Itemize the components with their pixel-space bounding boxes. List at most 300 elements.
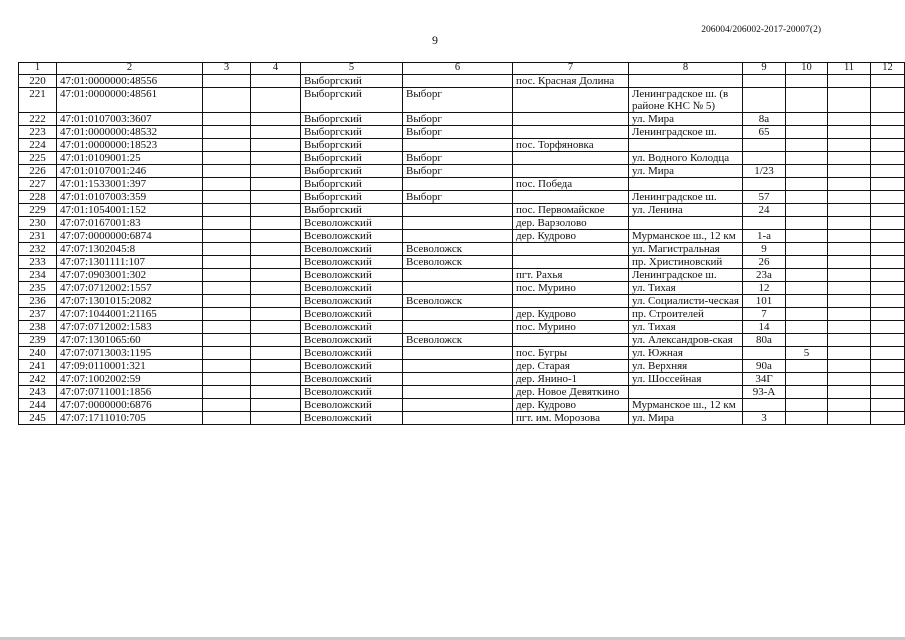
column-header: 5 bbox=[301, 63, 403, 75]
settlement-cell: пос. Бугры bbox=[513, 347, 629, 360]
column-12-cell bbox=[871, 334, 905, 347]
street-cell: ул. Социалисти-ческая bbox=[629, 295, 743, 308]
city-cell: Всеволожск bbox=[403, 334, 513, 347]
column-3-cell bbox=[203, 412, 251, 425]
house-number-cell: 12 bbox=[743, 282, 786, 295]
column-11-cell bbox=[828, 88, 871, 113]
district-cell: Всеволожский bbox=[301, 256, 403, 269]
column-12-cell bbox=[871, 256, 905, 269]
city-cell: Всеволожск bbox=[403, 256, 513, 269]
settlement-cell bbox=[513, 165, 629, 178]
column-10-cell bbox=[786, 152, 828, 165]
city-cell bbox=[403, 373, 513, 386]
district-cell: Всеволожский bbox=[301, 243, 403, 256]
table-row bbox=[19, 373, 905, 386]
column-3-cell bbox=[203, 308, 251, 321]
settlement-cell bbox=[513, 113, 629, 126]
column-11-cell bbox=[828, 165, 871, 178]
table-row bbox=[19, 165, 905, 178]
city-cell: Выборг bbox=[403, 152, 513, 165]
column-12-cell bbox=[871, 412, 905, 425]
row-number-cell: 238 bbox=[19, 321, 57, 334]
house-number-cell: 1/23 bbox=[743, 165, 786, 178]
column-4-cell bbox=[251, 399, 301, 412]
settlement-cell: пос. Первомайское bbox=[513, 204, 629, 217]
row-number-cell: 220 bbox=[19, 75, 57, 88]
column-4-cell bbox=[251, 334, 301, 347]
row-number-cell: 235 bbox=[19, 282, 57, 295]
cadastral-number-cell: 47:09:0110001:321 bbox=[57, 360, 203, 373]
street-cell: ул. Александров-ская bbox=[629, 334, 743, 347]
row-number-cell: 222 bbox=[19, 113, 57, 126]
district-cell: Всеволожский bbox=[301, 308, 403, 321]
city-cell: Выборг bbox=[403, 88, 513, 113]
house-number-cell: 93-А bbox=[743, 386, 786, 399]
cadastral-number-cell: 47:07:0903001:302 bbox=[57, 269, 203, 282]
house-number-cell: 26 bbox=[743, 256, 786, 269]
column-3-cell bbox=[203, 243, 251, 256]
column-10-cell bbox=[786, 75, 828, 88]
street-cell: ул. Южная bbox=[629, 347, 743, 360]
column-3-cell bbox=[203, 347, 251, 360]
district-cell: Выборгский bbox=[301, 139, 403, 152]
house-number-cell: 65 bbox=[743, 126, 786, 139]
table-row bbox=[19, 191, 905, 204]
column-3-cell bbox=[203, 321, 251, 334]
column-11-cell bbox=[828, 360, 871, 373]
column-11-cell bbox=[828, 399, 871, 412]
cadastral-number-cell: 47:07:1002002:59 bbox=[57, 373, 203, 386]
street-cell: Ленинградское ш. (в районе КНС № 5) bbox=[629, 88, 743, 113]
row-number-cell: 224 bbox=[19, 139, 57, 152]
page-number: 9 bbox=[432, 33, 438, 47]
city-cell bbox=[403, 282, 513, 295]
cadastral-number-cell: 47:07:1711010:705 bbox=[57, 412, 203, 425]
column-11-cell bbox=[828, 191, 871, 204]
column-11-cell bbox=[828, 178, 871, 191]
cadastral-number-cell: 47:07:0000000:6876 bbox=[57, 399, 203, 412]
column-header: 1 bbox=[19, 63, 57, 75]
column-header: 6 bbox=[403, 63, 513, 75]
column-10-cell bbox=[786, 217, 828, 230]
row-number-cell: 237 bbox=[19, 308, 57, 321]
cadastral-number-cell: 47:07:1301015:2082 bbox=[57, 295, 203, 308]
column-header: 2 bbox=[57, 63, 203, 75]
column-11-cell bbox=[828, 269, 871, 282]
column-10-cell bbox=[786, 88, 828, 113]
house-number-cell: 14 bbox=[743, 321, 786, 334]
column-4-cell bbox=[251, 321, 301, 334]
column-12-cell bbox=[871, 165, 905, 178]
city-cell: Выборг bbox=[403, 165, 513, 178]
column-4-cell bbox=[251, 308, 301, 321]
house-number-cell: 80а bbox=[743, 334, 786, 347]
cadastral-number-cell: 47:01:0107003:3607 bbox=[57, 113, 203, 126]
column-12-cell bbox=[871, 386, 905, 399]
settlement-cell: пос. Мурино bbox=[513, 321, 629, 334]
table-row bbox=[19, 152, 905, 165]
cadastral-number-cell: 47:07:1044001:21165 bbox=[57, 308, 203, 321]
street-cell: ул. Мира bbox=[629, 165, 743, 178]
column-10-cell: 5 bbox=[786, 347, 828, 360]
column-10-cell bbox=[786, 295, 828, 308]
column-10-cell bbox=[786, 243, 828, 256]
column-11-cell bbox=[828, 230, 871, 243]
column-header: 11 bbox=[828, 63, 871, 75]
cadastral-number-cell: 47:07:0711001:1856 bbox=[57, 386, 203, 399]
house-number-cell: 8а bbox=[743, 113, 786, 126]
table-row bbox=[19, 204, 905, 217]
house-number-cell: 23а bbox=[743, 269, 786, 282]
column-11-cell bbox=[828, 113, 871, 126]
cadastral-number-cell: 47:01:0000000:48561 bbox=[57, 88, 203, 113]
column-12-cell bbox=[871, 217, 905, 230]
street-cell bbox=[629, 139, 743, 152]
cadastral-number-cell: 47:07:0713003:1195 bbox=[57, 347, 203, 360]
column-12-cell bbox=[871, 295, 905, 308]
district-cell: Выборгский bbox=[301, 75, 403, 88]
city-cell bbox=[403, 139, 513, 152]
street-cell: Мурманское ш., 12 км bbox=[629, 399, 743, 412]
city-cell bbox=[403, 230, 513, 243]
column-10-cell bbox=[786, 282, 828, 295]
table-row bbox=[19, 360, 905, 373]
row-number-cell: 233 bbox=[19, 256, 57, 269]
row-number-cell: 231 bbox=[19, 230, 57, 243]
city-cell: Выборг bbox=[403, 191, 513, 204]
column-3-cell bbox=[203, 152, 251, 165]
district-cell: Всеволожский bbox=[301, 386, 403, 399]
city-cell bbox=[403, 308, 513, 321]
column-10-cell bbox=[786, 373, 828, 386]
row-number-cell: 223 bbox=[19, 126, 57, 139]
row-number-cell: 241 bbox=[19, 360, 57, 373]
column-11-cell bbox=[828, 321, 871, 334]
row-number-cell: 227 bbox=[19, 178, 57, 191]
table-row bbox=[19, 139, 905, 152]
column-10-cell bbox=[786, 308, 828, 321]
column-10-cell bbox=[786, 256, 828, 269]
table-row bbox=[19, 269, 905, 282]
settlement-cell: дер. Янино-1 bbox=[513, 373, 629, 386]
cadastral-number-cell: 47:07:1301111:107 bbox=[57, 256, 203, 269]
district-cell: Выборгский bbox=[301, 113, 403, 126]
column-3-cell bbox=[203, 75, 251, 88]
city-cell bbox=[403, 360, 513, 373]
column-10-cell bbox=[786, 126, 828, 139]
column-4-cell bbox=[251, 347, 301, 360]
column-3-cell bbox=[203, 373, 251, 386]
settlement-cell: пос. Торфяновка bbox=[513, 139, 629, 152]
column-4-cell bbox=[251, 282, 301, 295]
district-cell: Всеволожский bbox=[301, 321, 403, 334]
district-cell: Всеволожский bbox=[301, 373, 403, 386]
settlement-cell: пос. Победа bbox=[513, 178, 629, 191]
district-cell: Выборгский bbox=[301, 178, 403, 191]
table-row bbox=[19, 347, 905, 360]
district-cell: Выборгский bbox=[301, 152, 403, 165]
settlement-cell: пос. Красная Долина bbox=[513, 75, 629, 88]
city-cell bbox=[403, 321, 513, 334]
column-3-cell bbox=[203, 204, 251, 217]
column-4-cell bbox=[251, 230, 301, 243]
house-number-cell bbox=[743, 217, 786, 230]
column-10-cell bbox=[786, 386, 828, 399]
column-header: 8 bbox=[629, 63, 743, 75]
settlement-cell bbox=[513, 256, 629, 269]
table-row bbox=[19, 308, 905, 321]
column-12-cell bbox=[871, 230, 905, 243]
column-11-cell bbox=[828, 412, 871, 425]
cadastral-number-cell: 47:07:0000000:6874 bbox=[57, 230, 203, 243]
column-4-cell bbox=[251, 217, 301, 230]
column-4-cell bbox=[251, 269, 301, 282]
settlement-cell: дер. Варзолово bbox=[513, 217, 629, 230]
house-number-cell bbox=[743, 152, 786, 165]
column-11-cell bbox=[828, 295, 871, 308]
house-number-cell: 1-а bbox=[743, 230, 786, 243]
column-10-cell bbox=[786, 113, 828, 126]
house-number-cell bbox=[743, 88, 786, 113]
column-3-cell bbox=[203, 178, 251, 191]
house-number-cell: 90а bbox=[743, 360, 786, 373]
house-number-cell bbox=[743, 399, 786, 412]
row-number-cell: 243 bbox=[19, 386, 57, 399]
column-12-cell bbox=[871, 373, 905, 386]
settlement-cell bbox=[513, 334, 629, 347]
column-4-cell bbox=[251, 191, 301, 204]
table-row bbox=[19, 75, 905, 88]
settlement-cell: дер. Кудрово bbox=[513, 399, 629, 412]
house-number-cell: 3 bbox=[743, 412, 786, 425]
city-cell bbox=[403, 269, 513, 282]
column-11-cell bbox=[828, 347, 871, 360]
column-3-cell bbox=[203, 191, 251, 204]
city-cell: Выборг bbox=[403, 126, 513, 139]
column-4-cell bbox=[251, 139, 301, 152]
street-cell: ул. Тихая bbox=[629, 321, 743, 334]
column-10-cell bbox=[786, 204, 828, 217]
district-cell: Всеволожский bbox=[301, 269, 403, 282]
table-row bbox=[19, 126, 905, 139]
row-number-cell: 226 bbox=[19, 165, 57, 178]
cadastral-number-cell: 47:01:1533001:397 bbox=[57, 178, 203, 191]
column-12-cell bbox=[871, 139, 905, 152]
city-cell bbox=[403, 399, 513, 412]
settlement-cell bbox=[513, 88, 629, 113]
column-10-cell bbox=[786, 191, 828, 204]
column-12-cell bbox=[871, 360, 905, 373]
column-10-cell bbox=[786, 165, 828, 178]
street-cell: Ленинградское ш. bbox=[629, 269, 743, 282]
column-3-cell bbox=[203, 334, 251, 347]
column-4-cell bbox=[251, 386, 301, 399]
column-header: 4 bbox=[251, 63, 301, 75]
column-10-cell bbox=[786, 321, 828, 334]
table-row bbox=[19, 386, 905, 399]
column-12-cell bbox=[871, 178, 905, 191]
column-3-cell bbox=[203, 360, 251, 373]
cadastral-number-cell: 47:01:0107001:246 bbox=[57, 165, 203, 178]
city-cell: Всеволожск bbox=[403, 295, 513, 308]
column-12-cell bbox=[871, 347, 905, 360]
city-cell bbox=[403, 204, 513, 217]
row-number-cell: 234 bbox=[19, 269, 57, 282]
column-header: 9 bbox=[743, 63, 786, 75]
column-4-cell bbox=[251, 75, 301, 88]
settlement-cell: дер. Старая bbox=[513, 360, 629, 373]
district-cell: Всеволожский bbox=[301, 399, 403, 412]
district-cell: Выборгский bbox=[301, 191, 403, 204]
cadastral-number-cell: 47:01:0107003:359 bbox=[57, 191, 203, 204]
column-11-cell bbox=[828, 204, 871, 217]
settlement-cell bbox=[513, 243, 629, 256]
street-cell: ул. Магистральная bbox=[629, 243, 743, 256]
column-4-cell bbox=[251, 165, 301, 178]
column-4-cell bbox=[251, 412, 301, 425]
column-3-cell bbox=[203, 126, 251, 139]
cadastral-number-cell: 47:07:1302045:8 bbox=[57, 243, 203, 256]
district-cell: Всеволожский bbox=[301, 360, 403, 373]
district-cell: Всеволожский bbox=[301, 217, 403, 230]
column-number-row bbox=[19, 63, 905, 75]
column-4-cell bbox=[251, 178, 301, 191]
row-number-cell: 245 bbox=[19, 412, 57, 425]
row-number-cell: 225 bbox=[19, 152, 57, 165]
column-11-cell bbox=[828, 126, 871, 139]
table-row bbox=[19, 412, 905, 425]
district-cell: Выборгский bbox=[301, 126, 403, 139]
house-number-cell bbox=[743, 139, 786, 152]
settlement-cell: пгт. им. Морозова bbox=[513, 412, 629, 425]
column-12-cell bbox=[871, 321, 905, 334]
street-cell: ул. Мира bbox=[629, 113, 743, 126]
district-cell: Выборгский bbox=[301, 165, 403, 178]
column-12-cell bbox=[871, 308, 905, 321]
column-3-cell bbox=[203, 399, 251, 412]
document-code: 206004/206002-2017-20007(2) bbox=[701, 25, 821, 35]
settlement-cell bbox=[513, 295, 629, 308]
registry-table bbox=[18, 62, 905, 425]
row-number-cell: 228 bbox=[19, 191, 57, 204]
column-4-cell bbox=[251, 360, 301, 373]
cadastral-number-cell: 47:01:0109001:25 bbox=[57, 152, 203, 165]
column-12-cell bbox=[871, 152, 905, 165]
column-4-cell bbox=[251, 256, 301, 269]
row-number-cell: 236 bbox=[19, 295, 57, 308]
settlement-cell: пгт. Рахья bbox=[513, 269, 629, 282]
city-cell bbox=[403, 347, 513, 360]
column-10-cell bbox=[786, 139, 828, 152]
column-11-cell bbox=[828, 139, 871, 152]
column-3-cell bbox=[203, 217, 251, 230]
district-cell: Всеволожский bbox=[301, 334, 403, 347]
street-cell: ул. Шоссейная bbox=[629, 373, 743, 386]
column-3-cell bbox=[203, 386, 251, 399]
column-12-cell bbox=[871, 126, 905, 139]
district-cell: Выборгский bbox=[301, 88, 403, 113]
house-number-cell: 9 bbox=[743, 243, 786, 256]
street-cell: Ленинградское ш. bbox=[629, 191, 743, 204]
table-row bbox=[19, 282, 905, 295]
table-body bbox=[19, 75, 905, 425]
table-row bbox=[19, 217, 905, 230]
column-12-cell bbox=[871, 269, 905, 282]
city-cell: Выборг bbox=[403, 113, 513, 126]
column-4-cell bbox=[251, 126, 301, 139]
table-row bbox=[19, 230, 905, 243]
column-3-cell bbox=[203, 88, 251, 113]
column-12-cell bbox=[871, 88, 905, 113]
column-10-cell bbox=[786, 399, 828, 412]
settlement-cell: дер. Кудрово bbox=[513, 230, 629, 243]
row-number-cell: 240 bbox=[19, 347, 57, 360]
house-number-cell bbox=[743, 75, 786, 88]
row-number-cell: 244 bbox=[19, 399, 57, 412]
column-4-cell bbox=[251, 373, 301, 386]
column-11-cell bbox=[828, 256, 871, 269]
table-row bbox=[19, 178, 905, 191]
street-cell: пр. Строителей bbox=[629, 308, 743, 321]
column-12-cell bbox=[871, 204, 905, 217]
settlement-cell bbox=[513, 152, 629, 165]
column-10-cell bbox=[786, 269, 828, 282]
house-number-cell: 57 bbox=[743, 191, 786, 204]
house-number-cell: 34Г bbox=[743, 373, 786, 386]
row-number-cell: 229 bbox=[19, 204, 57, 217]
row-number-cell: 239 bbox=[19, 334, 57, 347]
column-4-cell bbox=[251, 113, 301, 126]
street-cell: ул. Тихая bbox=[629, 282, 743, 295]
column-3-cell bbox=[203, 282, 251, 295]
column-4-cell bbox=[251, 243, 301, 256]
table-row bbox=[19, 321, 905, 334]
settlement-cell: дер. Новое Девяткино bbox=[513, 386, 629, 399]
column-10-cell bbox=[786, 178, 828, 191]
table-row bbox=[19, 243, 905, 256]
house-number-cell bbox=[743, 347, 786, 360]
column-12-cell bbox=[871, 243, 905, 256]
street-cell: ул. Водного Колодца bbox=[629, 152, 743, 165]
column-11-cell bbox=[828, 282, 871, 295]
column-header: 3 bbox=[203, 63, 251, 75]
row-number-cell: 242 bbox=[19, 373, 57, 386]
table-row bbox=[19, 334, 905, 347]
column-12-cell bbox=[871, 399, 905, 412]
column-12-cell bbox=[871, 75, 905, 88]
column-10-cell bbox=[786, 412, 828, 425]
column-10-cell bbox=[786, 360, 828, 373]
column-3-cell bbox=[203, 256, 251, 269]
cadastral-number-cell: 47:01:0000000:48556 bbox=[57, 75, 203, 88]
city-cell: Всеволожск bbox=[403, 243, 513, 256]
cadastral-number-cell: 47:07:0712002:1583 bbox=[57, 321, 203, 334]
column-11-cell bbox=[828, 334, 871, 347]
street-cell: ул. Мира bbox=[629, 412, 743, 425]
column-11-cell bbox=[828, 308, 871, 321]
settlement-cell bbox=[513, 126, 629, 139]
street-cell bbox=[629, 75, 743, 88]
column-3-cell bbox=[203, 139, 251, 152]
column-4-cell bbox=[251, 204, 301, 217]
district-cell: Всеволожский bbox=[301, 412, 403, 425]
column-4-cell bbox=[251, 88, 301, 113]
city-cell bbox=[403, 386, 513, 399]
district-cell: Всеволожский bbox=[301, 295, 403, 308]
house-number-cell bbox=[743, 178, 786, 191]
district-cell: Выборгский bbox=[301, 204, 403, 217]
column-3-cell bbox=[203, 113, 251, 126]
